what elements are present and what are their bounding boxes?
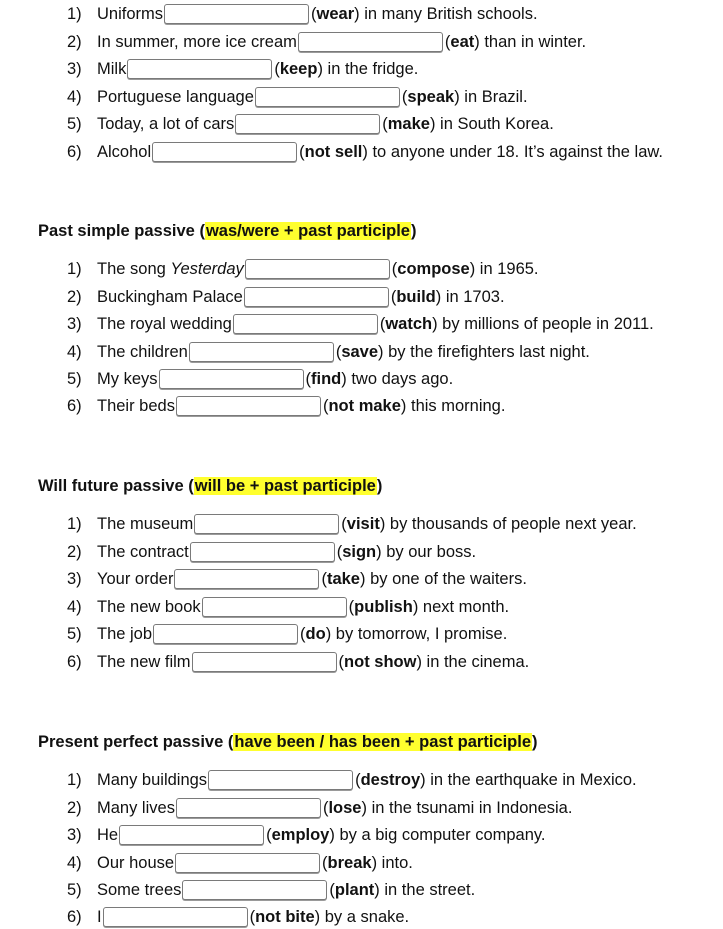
item-verb-hint: (break) <box>322 854 378 872</box>
exercise-item <box>67 852 413 874</box>
section-title: Past simple passive <box>38 222 200 240</box>
exercise-item <box>67 906 409 928</box>
item-subject: Portuguese language <box>97 88 254 106</box>
exercise-item <box>67 513 637 535</box>
exercise-item <box>67 368 453 390</box>
item-verb-hint: (not show) <box>338 653 422 671</box>
item-subject: Uniforms <box>97 5 164 23</box>
exercise-item <box>67 623 507 645</box>
item-subject: Milk <box>97 60 127 78</box>
exercise-item <box>67 568 527 590</box>
answer-gap-input[interactable] <box>159 369 304 389</box>
item-rest: than in winter. <box>479 33 587 51</box>
item-number: 2) <box>67 288 82 306</box>
item-number: 2) <box>67 543 82 561</box>
item-verb-hint: (employ) <box>266 826 335 844</box>
item-verb-hint: (compose) <box>391 260 476 278</box>
item-rest: by our boss. <box>381 543 477 561</box>
item-verb-hint: (eat) <box>444 33 480 51</box>
item-rest: in 1703. <box>441 288 505 306</box>
item-rest: by thousands of people next year. <box>385 515 637 533</box>
item-verb-hint: (not bite) <box>249 908 321 926</box>
item-number: 2) <box>67 799 82 817</box>
item-verb-hint: (take) <box>321 570 366 588</box>
item-number: 5) <box>67 115 82 133</box>
item-rest: in 1965. <box>475 260 539 278</box>
exercise-item <box>67 596 509 618</box>
answer-gap-input[interactable] <box>192 652 337 672</box>
formula: (will be + past participle) <box>188 477 383 495</box>
item-number: 1) <box>67 771 82 789</box>
item-rest: two days ago. <box>346 370 454 388</box>
item-subject: Many buildings <box>97 771 208 789</box>
answer-gap-input[interactable] <box>235 114 380 134</box>
answer-gap-input[interactable] <box>103 907 248 927</box>
item-rest: this morning. <box>406 397 506 415</box>
item-rest: in South Korea. <box>435 115 554 133</box>
item-number: 4) <box>67 88 82 106</box>
item-verb-hint: (find) <box>305 370 347 388</box>
item-rest: in the tsunami in Indonesia. <box>366 799 573 817</box>
answer-gap-input[interactable] <box>245 259 390 279</box>
answer-gap-input[interactable] <box>153 624 298 644</box>
item-verb-hint: (sign) <box>336 543 382 561</box>
answer-gap-input[interactable] <box>152 142 297 162</box>
item-verb-hint: (speak) <box>401 88 460 106</box>
exercise-item <box>67 86 528 108</box>
section-title: Will future passive <box>38 477 189 495</box>
exercise-item <box>67 541 476 563</box>
item-subject: The museum <box>97 515 194 533</box>
exercise-item <box>67 31 586 53</box>
item-number: 4) <box>67 598 82 616</box>
answer-gap-input[interactable] <box>127 59 272 79</box>
item-subject: Buckingham Palace <box>97 288 243 306</box>
item-subject: Many lives <box>97 799 175 817</box>
item-subject: The royal wedding <box>97 315 232 333</box>
item-subject: Their beds <box>97 397 175 415</box>
item-number: 1) <box>67 260 82 278</box>
exercise-item <box>67 824 546 846</box>
item-verb-hint: (plant) <box>329 881 380 899</box>
item-verb-hint: (destroy) <box>355 771 426 789</box>
item-verb-hint: (make) <box>382 115 436 133</box>
answer-gap-input[interactable] <box>174 569 319 589</box>
answer-gap-input[interactable] <box>176 798 321 818</box>
answer-gap-input[interactable] <box>189 342 334 362</box>
answer-gap-input[interactable] <box>202 597 347 617</box>
item-verb-hint: (watch) <box>379 315 438 333</box>
answer-gap-input[interactable] <box>190 542 335 562</box>
item-rest: in Brazil. <box>459 88 528 106</box>
item-number: 1) <box>67 515 82 533</box>
section-title: Present perfect passive <box>38 733 228 751</box>
exercise-item <box>67 3 538 25</box>
item-subject: The children <box>97 343 188 361</box>
formula: (have been / has been + past participle) <box>227 733 538 751</box>
item-number: 5) <box>67 881 82 899</box>
item-verb-hint: (do) <box>300 625 332 643</box>
item-rest: in many British schools. <box>359 5 538 23</box>
exercise-item <box>67 395 505 417</box>
section-heading <box>38 730 538 754</box>
item-subject: In summer, more ice cream <box>97 33 297 51</box>
item-subject: Some trees <box>97 881 182 899</box>
item-subject: He <box>97 826 119 844</box>
item-rest: by tomorrow, I promise. <box>331 625 508 643</box>
item-rest: by the firefighters last night. <box>383 343 590 361</box>
item-subject: The contract <box>97 543 189 561</box>
item-rest: by a big computer company. <box>334 826 546 844</box>
exercise-item <box>67 286 505 308</box>
item-rest: next month. <box>418 598 510 616</box>
item-number: 4) <box>67 343 82 361</box>
exercise-item <box>67 879 475 901</box>
item-rest: to anyone under 18. It’s against the law. <box>367 143 663 161</box>
item-subject: The song <box>97 260 171 278</box>
item-subject: Alcohol <box>97 143 152 161</box>
answer-gap-input[interactable] <box>255 87 400 107</box>
item-subject: Our house <box>97 854 175 872</box>
formula: (was/were + past participle) <box>199 222 417 240</box>
item-verb-hint: (not sell) <box>299 143 368 161</box>
item-verb-hint: (keep) <box>274 60 323 78</box>
item-number: 3) <box>67 570 82 588</box>
section-heading <box>38 474 382 498</box>
item-rest: in the cinema. <box>421 653 530 671</box>
item-verb-hint: (save) <box>335 343 384 361</box>
exercise-item <box>67 113 554 135</box>
item-number: 6) <box>67 653 82 671</box>
answer-gap-input[interactable] <box>298 32 443 52</box>
section-heading <box>38 219 417 243</box>
exercise-item <box>67 58 418 80</box>
exercise-item <box>67 797 572 819</box>
item-number: 3) <box>67 826 82 844</box>
item-number: 5) <box>67 625 82 643</box>
exercise-item <box>67 258 539 280</box>
item-number: 5) <box>67 370 82 388</box>
item-verb-hint: (lose) <box>322 799 367 817</box>
answer-gap-input[interactable] <box>175 853 320 873</box>
item-number: 4) <box>67 854 82 872</box>
answer-gap-input[interactable] <box>176 396 321 416</box>
item-verb-hint: (wear) <box>311 5 360 23</box>
item-rest: by a snake. <box>320 908 410 926</box>
exercise-item <box>67 769 637 791</box>
item-subject: The job <box>97 625 153 643</box>
item-number: 6) <box>67 908 82 926</box>
item-number: 2) <box>67 33 82 51</box>
answer-gap-input[interactable] <box>233 314 378 334</box>
item-rest: in the street. <box>379 881 476 899</box>
item-rest: in the fridge. <box>322 60 419 78</box>
item-rest: by millions of people in 2011. <box>437 315 654 333</box>
exercise-item <box>67 651 529 673</box>
item-number: 3) <box>67 315 82 333</box>
item-subject: The new book <box>97 598 201 616</box>
item-number: 6) <box>67 397 82 415</box>
answer-gap-input[interactable] <box>182 880 327 900</box>
item-verb-hint: (build) <box>390 288 442 306</box>
answer-gap-input[interactable] <box>119 825 264 845</box>
item-rest: in the earthquake in Mexico. <box>425 771 637 789</box>
item-subject: Today, a lot of cars <box>97 115 235 133</box>
exercise-item <box>67 341 590 363</box>
item-verb-hint: (publish) <box>348 598 419 616</box>
item-number: 3) <box>67 60 82 78</box>
item-subject: The new film <box>97 653 191 671</box>
exercise-item <box>67 141 663 163</box>
answer-gap-input[interactable] <box>208 770 353 790</box>
item-subject: I <box>97 908 102 926</box>
item-subject: Your order <box>97 570 174 588</box>
item-number: 1) <box>67 5 82 23</box>
item-verb-hint: (visit) <box>341 515 386 533</box>
item-verb-hint: (not make) <box>322 397 407 415</box>
item-rest: by one of the waiters. <box>365 570 527 588</box>
item-number: 6) <box>67 143 82 161</box>
exercise-item <box>67 313 654 335</box>
item-subject: My keys <box>97 370 158 388</box>
item-rest: into. <box>377 854 413 872</box>
answer-gap-input[interactable] <box>244 287 389 307</box>
item-subject-title: Yesterday <box>170 260 244 278</box>
answer-gap-input[interactable] <box>164 4 309 24</box>
answer-gap-input[interactable] <box>194 514 339 534</box>
